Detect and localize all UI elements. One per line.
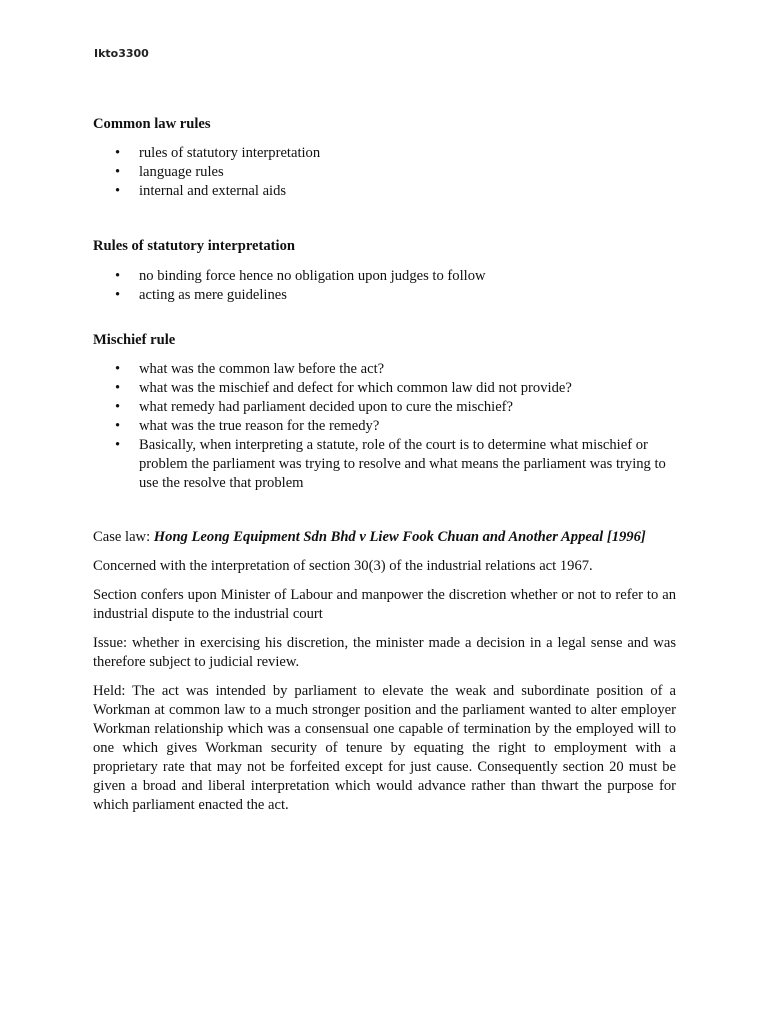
section-common-law-rules (93, 115, 676, 201)
list-item: • internal and external aids (93, 182, 676, 201)
list-item: • what was the common law before the act? (93, 360, 676, 379)
case-law-line (93, 528, 676, 547)
section-heading: Common law rules (93, 116, 211, 132)
case-law-label: Case law: (93, 529, 154, 545)
list-item: • Basically, when interpreting a statute, role of the court is to determine what mischief or problem the parliament was trying to resolve and what means the parliament was trying to use the resolve that problem (93, 436, 676, 493)
list-item: • no binding force hence no obligation upon judges to follow (93, 267, 676, 286)
list-item: • what remedy had parliament decided upon to cure the mischief? (93, 398, 676, 417)
list-item: • what was the mischief and defect for which common law did not provide? (93, 379, 676, 398)
paragraph: Concerned with the interpretation of section 30(3) of the industrial relations act 1967. (93, 558, 593, 574)
section-heading: Mischief rule (93, 332, 176, 348)
list-item: • acting as mere guidelines (93, 286, 676, 305)
list-item: • rules of statutory interpretation (93, 144, 676, 163)
case-title: Hong Leong Equipment Sdn Bhd v Liew Fook Chuan and Another Appeal [1996] (153, 529, 646, 545)
page-header: Ikto3300 (94, 47, 149, 60)
list-item: • what was the true reason for the remedy? (93, 417, 676, 436)
bullet-list (93, 360, 676, 493)
section-heading: Rules of statutory interpretation (93, 238, 295, 254)
section-mischief-rule (93, 331, 676, 493)
paragraph: Held: The act was intended by parliament to elevate the weak and subordinate position of a Workman at common law to a much stronger position and the parliament wanted to alter employer Workman relationship which was a consensual one capable of termination by the employed will to one which gives Workman security of tenure by equating the right to employment with a proprietary rate that may not be forfeited except for just cause. Consequently section 20 must be given a broad and liberal interpretation which would advance rather than thwart the purpose for which parliament enacted the act. (93, 683, 676, 813)
paragraph: Issue: whether in exercising his discretion, the minister made a decision in a legal sense and was therefore subject to judicial review. (93, 635, 676, 670)
section-rules-of-statutory-interpretation (93, 237, 676, 305)
bullet-list (93, 267, 676, 305)
paragraph: Section confers upon Minister of Labour and manpower the discretion whether or not to refer to an industrial dispute to the industrial court (93, 587, 676, 622)
list-item: • language rules (93, 163, 676, 182)
bullet-list (93, 144, 676, 201)
case-law-section (93, 528, 676, 815)
